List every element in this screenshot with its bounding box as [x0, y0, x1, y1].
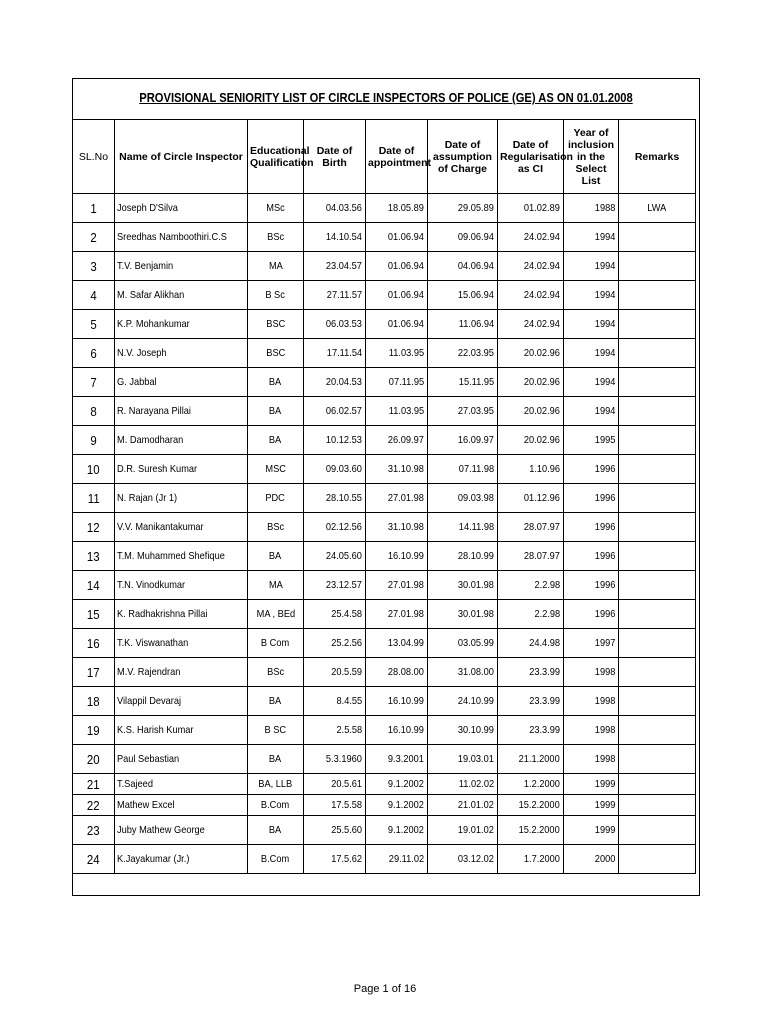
- cell-appointment: 01.06.94: [366, 252, 428, 281]
- cell-qualification: BA: [248, 397, 304, 426]
- cell-regularisation: 23.3.99: [498, 716, 564, 745]
- cell-year: 1997: [564, 629, 619, 658]
- cell-year: 1996: [564, 513, 619, 542]
- cell-dob: 10.12.53: [304, 426, 366, 455]
- cell-qualification: B Com: [248, 629, 304, 658]
- cell-name: T.M. Muhammed Shefique: [115, 542, 248, 571]
- cell-year: 1999: [564, 816, 619, 845]
- cell-dob: 25.2.56: [304, 629, 366, 658]
- cell-appointment: 11.03.95: [366, 339, 428, 368]
- cell-dob: 23.04.57: [304, 252, 366, 281]
- cell-appointment: 26.09.97: [366, 426, 428, 455]
- cell-slno: 4: [73, 281, 115, 310]
- cell-name: K.P. Mohankumar: [115, 310, 248, 339]
- table-row: [73, 252, 696, 281]
- cell-qualification: MA , BEd: [248, 600, 304, 629]
- cell-dob: 20.04.53: [304, 368, 366, 397]
- cell-name: Joseph D'Silva: [115, 194, 248, 223]
- header-remarks: Remarks: [619, 120, 696, 194]
- cell-dob: 04.03.56: [304, 194, 366, 223]
- cell-dob: 17.11.54: [304, 339, 366, 368]
- cell-regularisation: 24.02.94: [498, 252, 564, 281]
- cell-regularisation: 24.02.94: [498, 223, 564, 252]
- table-row: [73, 745, 696, 774]
- cell-dob: 06.03.53: [304, 310, 366, 339]
- cell-qualification: MA: [248, 252, 304, 281]
- header-row: [73, 120, 696, 194]
- cell-qualification: BA: [248, 542, 304, 571]
- cell-assumption: 21.01.02: [428, 795, 498, 816]
- cell-qualification: BSc: [248, 223, 304, 252]
- table-row: [73, 795, 696, 816]
- cell-remarks: [619, 745, 696, 774]
- cell-year: 1994: [564, 397, 619, 426]
- cell-dob: 24.05.60: [304, 542, 366, 571]
- cell-qualification: BSc: [248, 513, 304, 542]
- cell-assumption: 24.10.99: [428, 687, 498, 716]
- cell-slno: 9: [73, 426, 115, 455]
- cell-assumption: 04.06.94: [428, 252, 498, 281]
- cell-qualification: BSC: [248, 339, 304, 368]
- cell-slno: 3: [73, 252, 115, 281]
- cell-regularisation: 01.12.96: [498, 484, 564, 513]
- table-row: [73, 455, 696, 484]
- cell-slno: 14: [73, 571, 115, 600]
- cell-regularisation: 28.07.97: [498, 513, 564, 542]
- cell-remarks: [619, 816, 696, 845]
- cell-year: 1994: [564, 281, 619, 310]
- cell-name: K.Jayakumar (Jr.): [115, 845, 248, 874]
- cell-remarks: [619, 716, 696, 745]
- cell-slno: 8: [73, 397, 115, 426]
- cell-name: K. Radhakrishna Pillai: [115, 600, 248, 629]
- cell-regularisation: 20.02.96: [498, 426, 564, 455]
- cell-name: T.Sajeed: [115, 774, 248, 795]
- cell-appointment: 29.11.02: [366, 845, 428, 874]
- cell-remarks: [619, 513, 696, 542]
- cell-regularisation: 28.07.97: [498, 542, 564, 571]
- cell-slno: 10: [73, 455, 115, 484]
- cell-remarks: [619, 339, 696, 368]
- table-row: [73, 223, 696, 252]
- cell-appointment: 27.01.98: [366, 571, 428, 600]
- cell-qualification: BA: [248, 745, 304, 774]
- cell-year: 1996: [564, 542, 619, 571]
- cell-year: 2000: [564, 845, 619, 874]
- table-row: [73, 629, 696, 658]
- cell-appointment: 01.06.94: [366, 310, 428, 339]
- table-row: [73, 687, 696, 716]
- cell-name: V.V. Manikantakumar: [115, 513, 248, 542]
- cell-dob: 06.02.57: [304, 397, 366, 426]
- cell-dob: 5.3.1960: [304, 745, 366, 774]
- cell-remarks: [619, 368, 696, 397]
- cell-assumption: 03.12.02: [428, 845, 498, 874]
- cell-name: T.N. Vinodkumar: [115, 571, 248, 600]
- cell-assumption: 19.01.02: [428, 816, 498, 845]
- cell-name: Juby Mathew George: [115, 816, 248, 845]
- cell-dob: 25.5.60: [304, 816, 366, 845]
- header-name: Name of Circle Inspector: [115, 120, 248, 194]
- cell-qualification: B.Com: [248, 845, 304, 874]
- cell-assumption: 15.06.94: [428, 281, 498, 310]
- cell-year: 1999: [564, 795, 619, 816]
- cell-assumption: 07.11.98: [428, 455, 498, 484]
- cell-qualification: B Sc: [248, 281, 304, 310]
- cell-dob: 25.4.58: [304, 600, 366, 629]
- cell-year: 1994: [564, 223, 619, 252]
- cell-dob: 17.5.58: [304, 795, 366, 816]
- cell-remarks: [619, 484, 696, 513]
- table-row: [73, 845, 696, 874]
- cell-appointment: 9.1.2002: [366, 816, 428, 845]
- cell-slno: 15: [73, 600, 115, 629]
- cell-dob: 20.5.61: [304, 774, 366, 795]
- cell-name: Vilappil Devaraj: [115, 687, 248, 716]
- cell-slno: 24: [73, 845, 115, 874]
- cell-assumption: 09.03.98: [428, 484, 498, 513]
- cell-name: N.V. Joseph: [115, 339, 248, 368]
- cell-assumption: 15.11.95: [428, 368, 498, 397]
- cell-appointment: 31.10.98: [366, 455, 428, 484]
- cell-regularisation: 1.2.2000: [498, 774, 564, 795]
- cell-slno: 13: [73, 542, 115, 571]
- cell-assumption: 27.03.95: [428, 397, 498, 426]
- table-body: [73, 194, 696, 874]
- cell-slno: 17: [73, 658, 115, 687]
- table-row: [73, 542, 696, 571]
- cell-appointment: 9.1.2002: [366, 795, 428, 816]
- table-row: [73, 600, 696, 629]
- cell-qualification: BA: [248, 687, 304, 716]
- table-row: [73, 774, 696, 795]
- cell-year: 1998: [564, 687, 619, 716]
- cell-name: T.K. Viswanathan: [115, 629, 248, 658]
- cell-remarks: [619, 426, 696, 455]
- cell-assumption: 31.08.00: [428, 658, 498, 687]
- cell-dob: 8.4.55: [304, 687, 366, 716]
- cell-remarks: [619, 455, 696, 484]
- cell-appointment: 01.06.94: [366, 281, 428, 310]
- cell-name: M.V. Rajendran: [115, 658, 248, 687]
- cell-remarks: [619, 600, 696, 629]
- cell-qualification: BA: [248, 426, 304, 455]
- cell-regularisation: 24.4.98: [498, 629, 564, 658]
- cell-remarks: [619, 795, 696, 816]
- cell-remarks: [619, 397, 696, 426]
- cell-name: R. Narayana Pillai: [115, 397, 248, 426]
- page-footer: Page 1 of 16: [353, 983, 417, 995]
- table-row: [73, 310, 696, 339]
- cell-year: 1994: [564, 368, 619, 397]
- cell-remarks: LWA: [619, 194, 696, 223]
- cell-appointment: 16.10.99: [366, 542, 428, 571]
- cell-year: 1996: [564, 571, 619, 600]
- cell-remarks: [619, 571, 696, 600]
- cell-qualification: MA: [248, 571, 304, 600]
- table-row: [73, 571, 696, 600]
- cell-year: 1988: [564, 194, 619, 223]
- cell-slno: 18: [73, 687, 115, 716]
- cell-remarks: [619, 845, 696, 874]
- cell-regularisation: 15.2.2000: [498, 816, 564, 845]
- cell-qualification: BA: [248, 368, 304, 397]
- cell-regularisation: 1.10.96: [498, 455, 564, 484]
- cell-dob: 2.5.58: [304, 716, 366, 745]
- table-row: [73, 426, 696, 455]
- cell-year: 1994: [564, 339, 619, 368]
- cell-slno: 11: [73, 484, 115, 513]
- cell-appointment: 9.1.2002: [366, 774, 428, 795]
- cell-assumption: 30.01.98: [428, 571, 498, 600]
- cell-appointment: 18.05.89: [366, 194, 428, 223]
- cell-dob: 02.12.56: [304, 513, 366, 542]
- cell-qualification: MSc: [248, 194, 304, 223]
- cell-assumption: 29.05.89: [428, 194, 498, 223]
- cell-name: M. Safar Alikhan: [115, 281, 248, 310]
- cell-regularisation: 23.3.99: [498, 658, 564, 687]
- cell-qualification: B.Com: [248, 795, 304, 816]
- cell-remarks: [619, 774, 696, 795]
- table-row: [73, 194, 696, 223]
- cell-regularisation: 2.2.98: [498, 600, 564, 629]
- cell-regularisation: 24.02.94: [498, 281, 564, 310]
- cell-appointment: 27.01.98: [366, 600, 428, 629]
- cell-qualification: MSC: [248, 455, 304, 484]
- cell-dob: 17.5.62: [304, 845, 366, 874]
- cell-name: N. Rajan (Jr 1): [115, 484, 248, 513]
- cell-slno: 22: [73, 795, 115, 816]
- cell-qualification: PDC: [248, 484, 304, 513]
- cell-remarks: [619, 223, 696, 252]
- table-row: [73, 368, 696, 397]
- header-qualification: Educational Qualification: [248, 120, 304, 194]
- cell-name: Mathew Excel: [115, 795, 248, 816]
- cell-regularisation: 21.1.2000: [498, 745, 564, 774]
- table-row: [73, 716, 696, 745]
- cell-year: 1998: [564, 658, 619, 687]
- cell-appointment: 01.06.94: [366, 223, 428, 252]
- cell-qualification: BSc: [248, 658, 304, 687]
- cell-appointment: 31.10.98: [366, 513, 428, 542]
- table-row: [73, 484, 696, 513]
- cell-regularisation: 20.02.96: [498, 397, 564, 426]
- cell-dob: 09.03.60: [304, 455, 366, 484]
- cell-appointment: 13.04.99: [366, 629, 428, 658]
- cell-slno: 23: [73, 816, 115, 845]
- cell-name: K.S. Harish Kumar: [115, 716, 248, 745]
- cell-dob: 27.11.57: [304, 281, 366, 310]
- seniority-table: [72, 119, 696, 874]
- header-slno: SL.No: [73, 120, 115, 194]
- cell-year: 1994: [564, 252, 619, 281]
- cell-regularisation: 23.3.99: [498, 687, 564, 716]
- cell-year: 1998: [564, 745, 619, 774]
- cell-regularisation: 01.02.89: [498, 194, 564, 223]
- cell-slno: 7: [73, 368, 115, 397]
- cell-year: 1994: [564, 310, 619, 339]
- cell-slno: 1: [73, 194, 115, 223]
- cell-slno: 5: [73, 310, 115, 339]
- page-title: PROVISIONAL SENIORITY LIST OF CIRCLE INSPECTORS OF POLICE (GE) AS ON 01.01.2008: [139, 90, 633, 105]
- cell-appointment: 16.10.99: [366, 716, 428, 745]
- cell-name: T.V. Benjamin: [115, 252, 248, 281]
- cell-year: 1998: [564, 716, 619, 745]
- cell-remarks: [619, 542, 696, 571]
- cell-assumption: 11.06.94: [428, 310, 498, 339]
- cell-appointment: 27.01.98: [366, 484, 428, 513]
- cell-name: Sreedhas Namboothiri.C.S: [115, 223, 248, 252]
- cell-regularisation: 20.02.96: [498, 368, 564, 397]
- cell-regularisation: 2.2.98: [498, 571, 564, 600]
- cell-name: Paul Sebastian: [115, 745, 248, 774]
- cell-slno: 21: [73, 774, 115, 795]
- cell-assumption: 28.10.99: [428, 542, 498, 571]
- cell-year: 1996: [564, 600, 619, 629]
- cell-name: D.R. Suresh Kumar: [115, 455, 248, 484]
- cell-remarks: [619, 658, 696, 687]
- table-row: [73, 397, 696, 426]
- cell-assumption: 03.05.99: [428, 629, 498, 658]
- header-assumption: Date of assumption of Charge: [428, 120, 498, 194]
- cell-appointment: 07.11.95: [366, 368, 428, 397]
- cell-name: M. Damodharan: [115, 426, 248, 455]
- cell-dob: 14.10.54: [304, 223, 366, 252]
- cell-assumption: 14.11.98: [428, 513, 498, 542]
- cell-appointment: 11.03.95: [366, 397, 428, 426]
- cell-remarks: [619, 687, 696, 716]
- cell-slno: 20: [73, 745, 115, 774]
- header-dob: Date of Birth: [304, 120, 366, 194]
- cell-name: G. Jabbal: [115, 368, 248, 397]
- cell-slno: 2: [73, 223, 115, 252]
- cell-assumption: 19.03.01: [428, 745, 498, 774]
- cell-qualification: BSC: [248, 310, 304, 339]
- cell-appointment: 9.3.2001: [366, 745, 428, 774]
- cell-remarks: [619, 281, 696, 310]
- cell-slno: 16: [73, 629, 115, 658]
- table-row: [73, 281, 696, 310]
- cell-remarks: [619, 629, 696, 658]
- cell-dob: 23.12.57: [304, 571, 366, 600]
- cell-slno: 19: [73, 716, 115, 745]
- table-row: [73, 513, 696, 542]
- cell-appointment: 16.10.99: [366, 687, 428, 716]
- cell-dob: 20.5.59: [304, 658, 366, 687]
- cell-assumption: 30.10.99: [428, 716, 498, 745]
- cell-appointment: 28.08.00: [366, 658, 428, 687]
- cell-qualification: BA, LLB: [248, 774, 304, 795]
- cell-year: 1995: [564, 426, 619, 455]
- cell-assumption: 09.06.94: [428, 223, 498, 252]
- cell-remarks: [619, 310, 696, 339]
- header-year: Year of inclusion in the Select List: [564, 120, 619, 194]
- cell-regularisation: 24.02.94: [498, 310, 564, 339]
- cell-slno: 6: [73, 339, 115, 368]
- table-row: [73, 339, 696, 368]
- table-row: [73, 658, 696, 687]
- cell-regularisation: 20.02.96: [498, 339, 564, 368]
- cell-remarks: [619, 252, 696, 281]
- header-regularisation: Date of Regularisation as CI: [498, 120, 564, 194]
- cell-slno: 12: [73, 513, 115, 542]
- cell-qualification: BA: [248, 816, 304, 845]
- cell-year: 1996: [564, 455, 619, 484]
- cell-assumption: 11.02.02: [428, 774, 498, 795]
- cell-assumption: 30.01.98: [428, 600, 498, 629]
- cell-assumption: 22.03.95: [428, 339, 498, 368]
- cell-year: 1999: [564, 774, 619, 795]
- table-row: [73, 816, 696, 845]
- cell-regularisation: 15.2.2000: [498, 795, 564, 816]
- cell-year: 1996: [564, 484, 619, 513]
- header-appointment: Date of appointment: [366, 120, 428, 194]
- cell-assumption: 16.09.97: [428, 426, 498, 455]
- cell-dob: 28.10.55: [304, 484, 366, 513]
- cell-qualification: B SC: [248, 716, 304, 745]
- cell-regularisation: 1.7.2000: [498, 845, 564, 874]
